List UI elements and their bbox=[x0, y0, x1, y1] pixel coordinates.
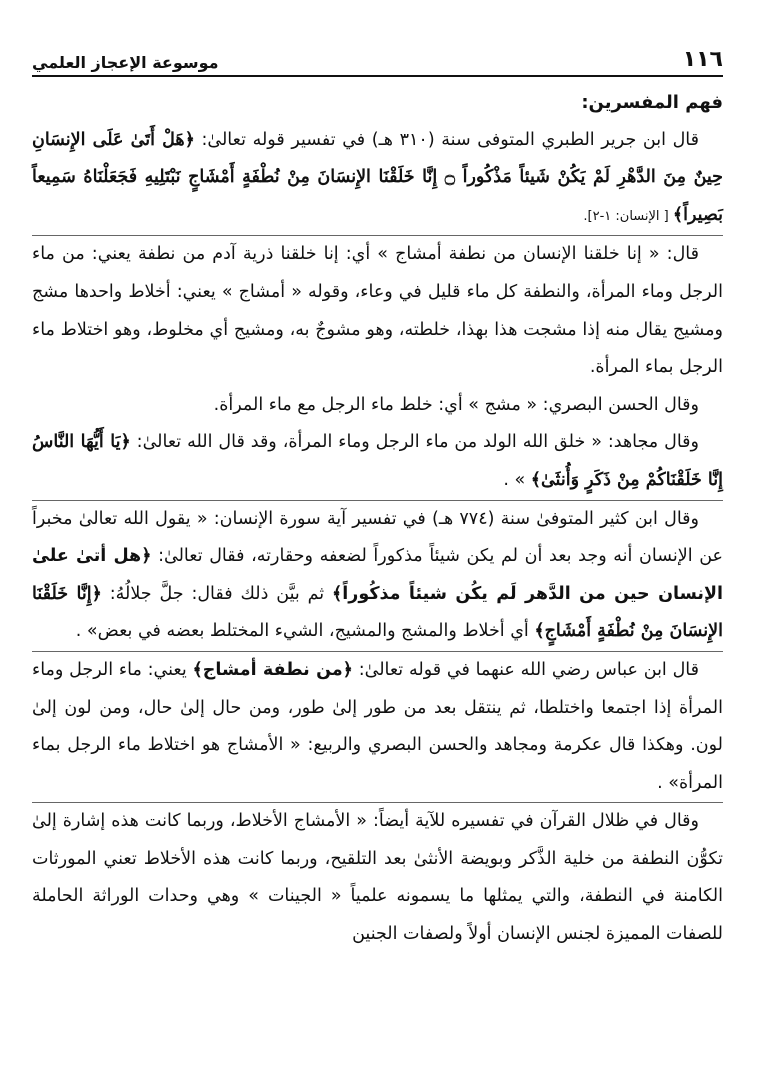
hasan-text: وقال الحسن البصري: « مشج » أي: خلط ماء الرجل مع ماء المرأة. bbox=[213, 394, 699, 415]
quran-phrase: ﴿من نطفة أمشاج﴾ bbox=[192, 659, 353, 680]
paragraph-tabari-explanation bbox=[32, 236, 723, 386]
book-title: موسوعة الإعجاز العلمي bbox=[32, 53, 219, 72]
paragraph-ibn-kathir bbox=[32, 501, 723, 651]
explanation-text: قال: « إنا خلقنا الإنسان من نطفة أمشاج » أي: إنا خلقنا ذرية آدم من نطفة يعني: من ماء الرجل وماء المرأة، والنطفة كل ماء قليل في وعاء، وقوله « أمشاج » يعني: أخلاط واحدها مشج ومشيج يقال منه إذا مشجت هذا بهذا، خلطته، وهو مشوجٌ به، ومشيج أي مخلوط، وهو اختلاط ماء الرجل بماء المرأة. bbox=[32, 244, 723, 378]
quran-verse-2: ﴿إِنَّا خَلَقْنَا الإِنسَانَ مِنْ نُطْفَةٍ أَمْشَاجٍ﴾ bbox=[32, 583, 723, 642]
ibn-abbas-text: قال ابن عباس رضي الله عنهما في قوله تعالىٰ: bbox=[352, 659, 700, 680]
ibn-kathir-text-2: ثم بيَّن ذلك فقال: جلَّ جلالُهُ: bbox=[101, 583, 333, 604]
page-body bbox=[32, 84, 723, 954]
paragraph-ibn-abbas bbox=[32, 652, 723, 802]
quran-verse-1: ﴿هل أتىٰ علىٰ الإنسان حين من الدَّهر لَم يكُن شيئاً مذكُوراً﴾ bbox=[32, 546, 723, 604]
paragraph-mujahid bbox=[32, 424, 723, 499]
paragraph-zilal bbox=[32, 803, 723, 953]
ibn-kathir-text: وقال ابن كثير المتوفىٰ سنة (٧٧٤ هـ) في تفسير آية سورة الإنسان: « يقول الله تعالىٰ مخبراً عن الإنسان أنه وجد بعد أن لم يكن شيئاً مذكوراً لضعفه وحقارته، فقال تعالىٰ: bbox=[32, 508, 723, 567]
paragraph-tabari bbox=[32, 122, 723, 236]
ibn-abbas-text-2: يعني: ماء الرجل وماء المرأة إذا اجتمعا واختلطا، ثم ينتقل بعد من طور إلىٰ طور، ومن حال إلىٰ حال، ومن لون إلىٰ لون. وهكذا قال عكرمة ومجاهد والحسن البصري والربيع: « الأمشاج هو اختلاط ماء الرجل بماء المرأة» . bbox=[32, 659, 723, 793]
paragraph-hasan bbox=[32, 387, 723, 425]
mujahid-text: وقال مجاهد: « خلق الله الولد من ماء الرجل وماء المرأة، وقد قال الله تعالىٰ: bbox=[130, 432, 699, 453]
page-header bbox=[32, 40, 723, 77]
verse-reference: [ الإنسان: ١-٢]. bbox=[583, 208, 673, 224]
zilal-text: وقال في ظلال القرآن في تفسيره للآية أيضاً: « الأمشاج الأخلاط، وربما كانت هذه إشارة إلىٰ تكوُّن النطفة من خلية الذَّكر وبويضة الأنثىٰ بعد التلقيح، وربما كانت هذه الأخلاط تعني المورثات الكامنة في النطفة، والتي يمثلها ما يسمونه علمياً « الجينات » وهي وحدات الوراثة الحاملة للصفات المميزة لجنس الإنسان أولاً ولصفات الجنين bbox=[32, 811, 723, 945]
section-title: فهم المفسرين: bbox=[581, 92, 723, 113]
mujahid-close: » . bbox=[503, 469, 531, 490]
quran-verse-hujurat: ﴿يَا أَيُّهَا النَّاسُ إِنَّا خَلَقْنَاكُمْ مِنْ ذَكَرٍ وَأُنثَىٰ﴾ bbox=[32, 432, 723, 490]
tabari-text: قال ابن جرير الطبري المتوفى سنة (٣١٠ هـ) في تفسير قوله تعالىٰ: bbox=[194, 129, 699, 150]
ibn-kathir-text-3: أي أخلاط والمشج والمشيج، الشيء المختلط بعضه في بعض» . bbox=[75, 621, 535, 642]
quran-verse-insan: ﴿هَلْ أَتَىٰ عَلَى الإِنسَانِ حِينٌ مِنَ الدَّهْرِ لَمْ يَكُنْ شَيئاً مَذْكُوراً ۝ إِنَّا خَلَقْنَا الإِنسَانَ مِنْ نُطْفَةٍ أَمْشَاجٍ نَبْتَلِيهِ فَجَعَلْنَاهُ سَمِيعاً بَصِيراً﴾ bbox=[32, 129, 723, 225]
page-number: ١١٦ bbox=[682, 47, 723, 72]
